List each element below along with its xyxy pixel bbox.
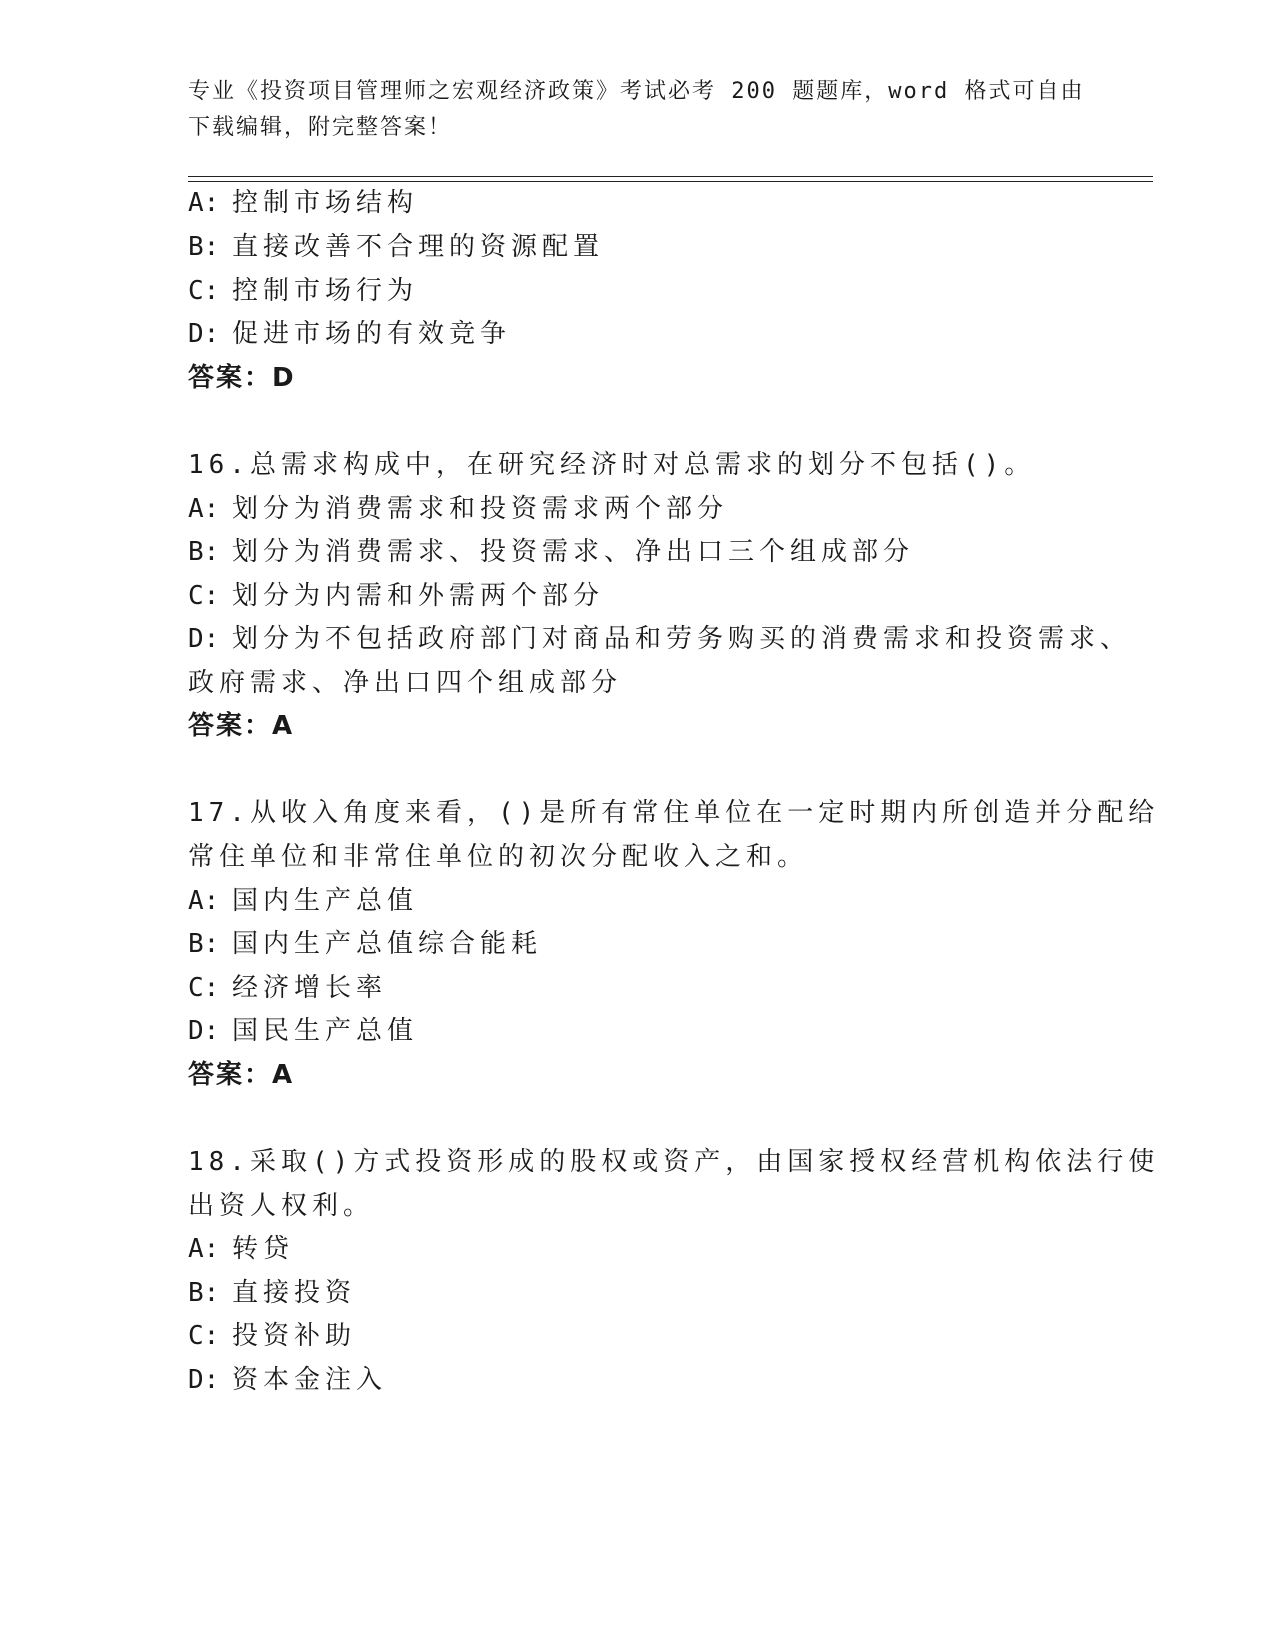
header-line-1: 专业《投资项目管理师之宏观经济政策》考试必考 200 题题库，word 格式可自由 — [188, 79, 1085, 104]
option-a: A: 国内生产总值 — [188, 886, 419, 916]
header-divider-top — [188, 176, 1153, 177]
option-a: A: 控制市场结构 — [188, 188, 419, 218]
answer-line: 答案：A — [188, 1060, 295, 1090]
question-18-stem-line-1: 18.采取()方式投资形成的股权或资产，由国家授权经营机构依法行使 — [188, 1147, 1160, 1177]
answer-line: 答案：A — [188, 711, 295, 741]
option-d: D: 国民生产总值 — [188, 1016, 419, 1046]
question-18-stem-line-2: 出资人权利。 — [188, 1191, 375, 1221]
option-a: A: 划分为消费需求和投资需求两个部分 — [188, 494, 729, 524]
option-c: C: 投资补助 — [188, 1321, 357, 1351]
option-c: C: 控制市场行为 — [188, 276, 419, 306]
option-c: C: 划分为内需和外需两个部分 — [188, 581, 605, 611]
option-a: A: 转贷 — [188, 1234, 295, 1264]
option-d: D: 划分为不包括政府部门对商品和劳务购买的消费需求和投资需求、 — [188, 624, 1132, 654]
option-d-continuation: 政府需求、净出口四个组成部分 — [188, 668, 623, 698]
header-line-2: 下载编辑，附完整答案！ — [188, 115, 453, 140]
option-b: B: 直接改善不合理的资源配置 — [188, 232, 605, 262]
option-d: D: 资本金注入 — [188, 1365, 388, 1395]
header-divider-bottom — [188, 181, 1153, 182]
option-d: D: 促进市场的有效竞争 — [188, 319, 512, 349]
question-16-stem: 16.总需求构成中，在研究经济时对总需求的划分不包括()。 — [188, 450, 1036, 480]
question-17-stem-line-1: 17.从收入角度来看，()是所有常住单位在一定时期内所创造并分配给 — [188, 798, 1160, 828]
option-c: C: 经济增长率 — [188, 973, 388, 1003]
question-17-stem-line-2: 常住单位和非常住单位的初次分配收入之和。 — [188, 842, 809, 872]
document-header — [188, 74, 1088, 146]
option-b: B: 直接投资 — [188, 1278, 357, 1308]
answer-line: 答案：D — [188, 363, 296, 393]
option-b: B: 国内生产总值综合能耗 — [188, 929, 543, 959]
option-b: B: 划分为消费需求、投资需求、净出口三个组成部分 — [188, 537, 915, 567]
